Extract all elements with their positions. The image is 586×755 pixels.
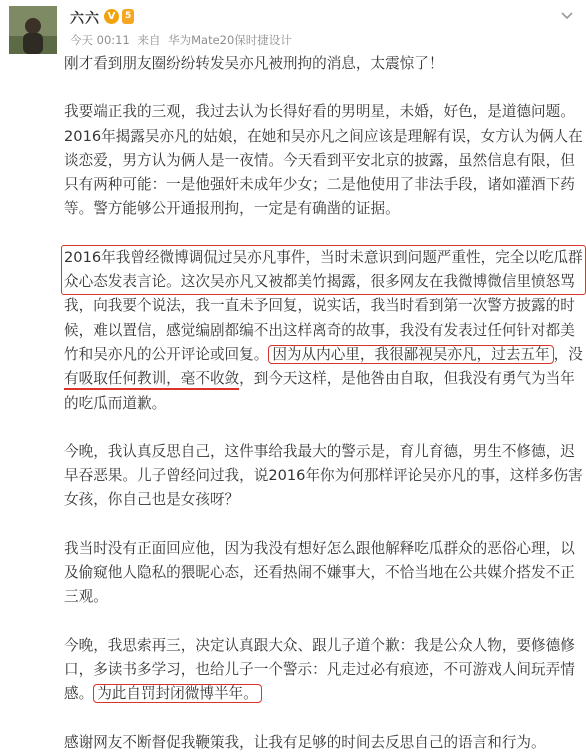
text-line — [64, 343, 584, 367]
text-segment: 感。 — [64, 685, 94, 703]
paragraph-5 — [64, 537, 584, 610]
text-line: 2016年揭露吴亦凡的姑娘，在她和吴亦凡之间应该是理解有误，女方认为俩人在 — [64, 127, 583, 145]
text-line: 今晚，我认真反思自己，这件事给我最大的警示是，育儿育德，男生不修德，迟 — [64, 442, 575, 460]
source-prefix: 来自 — [137, 33, 161, 47]
text-line: 口，多读书多学习，也给儿子一个警示：凡走过必有痕迹，不可游戏人间玩弄情 — [64, 660, 575, 678]
text-segment: 竹和吴亦凡的公开评论或回复。 — [64, 345, 269, 363]
avatar[interactable] — [9, 6, 57, 54]
paragraph-1 — [64, 52, 584, 76]
text-line: 今晚，我思索再三，决定认真跟大众、跟儿子道个歉：我是公众人物，要修德修 — [64, 636, 575, 654]
post-meta — [70, 32, 296, 48]
source-device[interactable]: 华为Mate20保时捷设计 — [168, 33, 292, 47]
paragraph-4 — [64, 440, 584, 513]
level-badge: 5 — [122, 9, 134, 24]
highlight-underline: 因为从内心里，我很鄙视吴亦凡，过去五年 — [268, 345, 553, 364]
text-line: 及偷窥他人隐私的猥昵心态，还看热闹不嫌事大，不恰当地在公共媒介搭发不正 — [64, 564, 575, 582]
paragraph-7 — [64, 731, 584, 755]
paragraph-3 — [64, 246, 584, 416]
text-line: 我，向我要个说法，我一直未予回复，说实话，我当时看到第一次警方披露的时 — [64, 297, 575, 315]
post-header — [0, 0, 586, 50]
text-line: 女孩，你自己也是女孩呀？ — [64, 491, 240, 509]
text-line: 众心态发表言论。这次吴亦凡又被都美竹揭露，很多网友在我微博微信里愤怒骂 — [64, 273, 575, 291]
text-line: 我当时没有正面回应他，因为我没有想好怎么跟他解释吃瓜群众的恶俗心理，以 — [64, 539, 575, 557]
text-segment: ，到今天这样，是他咎由自取，但我没有勇气为当年 — [239, 370, 575, 388]
avatar-image — [9, 6, 57, 54]
chevron-down-icon[interactable] — [560, 10, 574, 20]
text-line: 谈恋爱，男方认为俩人是一夜情。今天看到平安北京的披露，虽然信息有限，但 — [64, 151, 575, 169]
paragraph-2 — [64, 100, 584, 221]
username[interactable]: 六六 — [70, 11, 100, 27]
text-line — [64, 367, 584, 391]
text-line: 三观。 — [64, 588, 108, 606]
text-line: 我要端正我的三观，我过去认为长得好看的男明星，未婚，好色，是道德问题。 — [64, 103, 575, 121]
text-line: 早吞恶果。儿子曾经问过我，说2016年你为何那样评论吴亦凡的事，这样多伤害 — [64, 467, 583, 485]
text-line: 只有两种可能：一是他强奸未成年少女；二是他使用了非法手段，诸如灌酒下药 — [64, 176, 575, 194]
highlight-box — [61, 245, 586, 296]
text-line: 等。警方能够公开通报刑拘，一定是有确凿的证据。 — [64, 200, 400, 218]
text-line: 候，难以置信，感觉编剧都编不出这样离奇的故事，我没有发表过任何针对都美 — [64, 321, 575, 339]
text-line: 2016年我曾经微博调侃过吴亦凡事件，当时未意识到问题严重性，完全以吃瓜群 — [64, 248, 583, 266]
text-segment: ，没 — [553, 345, 583, 363]
paragraph-6 — [64, 634, 584, 707]
highlight-underline: 有吸取任何教训，毫不收敛 — [64, 370, 239, 390]
highlight-box: 为此自罚封闭微博半年。 — [93, 684, 262, 703]
post-body — [64, 52, 584, 755]
verified-badge-icon: V — [104, 9, 119, 24]
text-line: 刚才看到朋友圈纷纷转发吴亦凡被刑拘的消息，太震惊了！ — [64, 55, 444, 72]
post-time: 今天 00:11 — [70, 33, 130, 47]
text-line: 的吃瓜而道歉。 — [64, 394, 167, 412]
text-line — [64, 682, 584, 706]
text-line: 感谢网友不断督促我鞭策我，让我有足够的时间去反思自己的语言和行为。 — [64, 733, 546, 751]
